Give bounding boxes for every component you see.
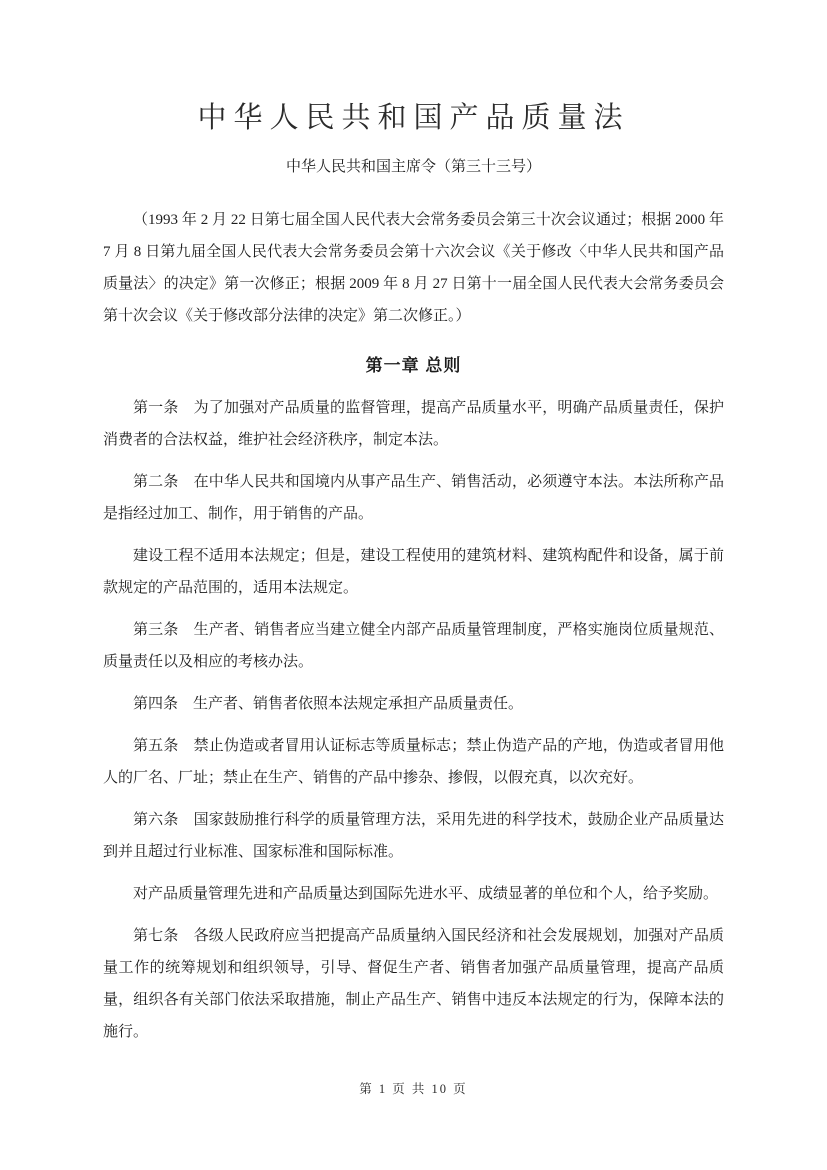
page-number-label: 第 1 页 共 10 页	[359, 1082, 468, 1096]
page-footer	[0, 1080, 827, 1098]
chapter-heading: 第一章 总则	[365, 356, 462, 375]
articles-section	[103, 392, 724, 1048]
article-1-paragraph: 第一条 为了加强对产品质量的监督管理，提高产品质量水平，明确产品质量责任，保护消费者的合法权益，维护社会经济秩序，制定本法。	[103, 400, 724, 448]
presidential-decree-subtitle: 中华人民共和国主席令（第三十三号）	[285, 159, 541, 175]
article-2-clause-2-paragraph: 建设工程不适用本法规定；但是，建设工程使用的建筑材料、建筑构配件和设备，属于前款规定的产品范围的，适用本法规定。	[103, 548, 724, 596]
document-title: 中华人民共和国产品质量法	[197, 102, 630, 134]
article-3-paragraph: 第三条 生产者、销售者应当建立健全内部产品质量管理制度，严格实施岗位质量规范、质量责任以及相应的考核办法。	[103, 622, 724, 670]
article-2-paragraph: 第二条 在中华人民共和国境内从事产品生产、销售活动，必须遵守本法。本法所称产品是指经过加工、制作，用于销售的产品。	[103, 474, 724, 522]
article-7-paragraph: 第七条 各级人民政府应当把提高产品质量纳入国民经济和社会发展规划，加强对产品质量工作的统筹规划和组织领导，引导、督促生产者、销售者加强产品质量管理，提高产品质量，组织各有关部门依法采取措施，制止产品生产、销售中违反本法规定的行为，保障本法的施行。	[103, 928, 724, 1040]
enactment-history-paragraph: （1993 年 2 月 22 日第七届全国人民代表大会常务委员会第三十次会议通过；根据 2000 年 7 月 8 日第九届全国人民代表大会常务委员会第十六次会议《关于修改〈中华人民共和国产品质量法〉的决定》第一次修正；根据 2009 年 8 月 27 日第十一届全国人民代表大会常务委员会第十次会议《关于修改部分法律的决定》第二次修正。）	[103, 212, 724, 324]
article-6-clause-2-paragraph: 对产品质量管理先进和产品质量达到国际先进水平、成绩显著的单位和个人，给予奖励。	[133, 886, 719, 902]
article-4-paragraph: 第四条 生产者、销售者依照本法规定承担产品质量责任。	[133, 696, 524, 712]
article-6-paragraph: 第六条 国家鼓励推行科学的质量管理方法，采用先进的科学技术，鼓励企业产品质量达到并且超过行业标准、国家标准和国际标准。	[103, 812, 724, 860]
article-5-paragraph: 第五条 禁止伪造或者冒用认证标志等质量标志；禁止伪造产品的产地，伪造或者冒用他人的厂名、厂址；禁止在生产、销售的产品中掺杂、掺假，以假充真，以次充好。	[103, 738, 724, 786]
